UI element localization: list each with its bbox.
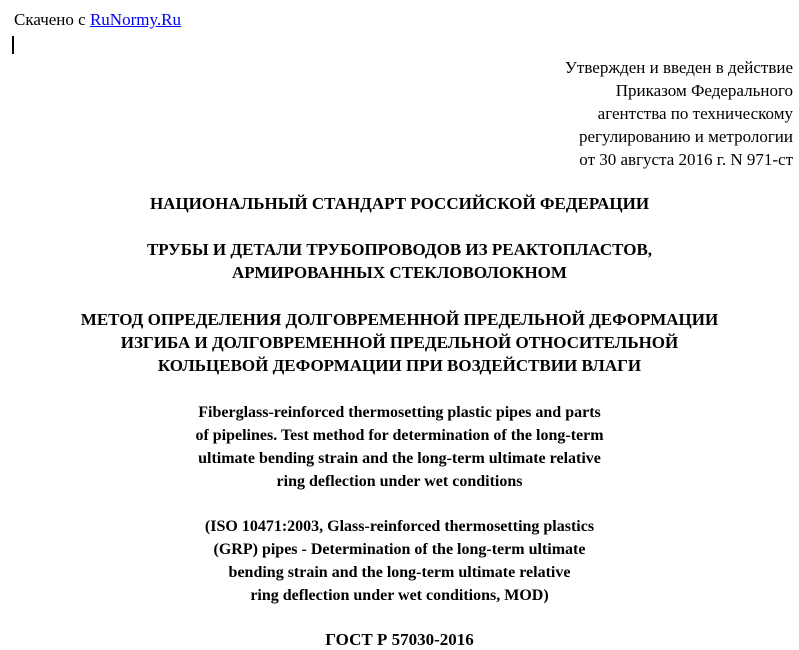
standard-type-heading: [0, 193, 799, 215]
english-title: [0, 401, 799, 493]
runormy-link[interactable]: RuNormy.Ru: [89, 10, 181, 29]
gost-designation: [0, 630, 799, 650]
english-title-line: of pipelines. Test method for determination of the long-term: [195, 427, 604, 444]
iso-reference-line: (ISO 10471:2003, Glass-reinforced thermosetting plastics: [204, 518, 595, 535]
text-cursor: [12, 36, 14, 54]
iso-reference-line: ring deflection under wet conditions, MOD): [250, 587, 549, 604]
title-method-line: КОЛЬЦЕВОЙ ДЕФОРМАЦИИ ПРИ ВОЗДЕЙСТВИИ ВЛАГИ: [157, 356, 642, 375]
english-title-line: ultimate bending strain and the long-term ultimate relative: [198, 450, 601, 467]
iso-reference-line: bending strain and the long-term ultimate relative: [228, 564, 571, 581]
source-line: [14, 10, 181, 30]
title-method-heading: [0, 308, 799, 377]
title-method-line: МЕТОД ОПРЕДЕЛЕНИЯ ДОЛГОВРЕМЕННОЙ ПРЕДЕЛЬНОЙ ДЕФОРМАЦИИ: [80, 310, 719, 329]
iso-reference: [0, 515, 799, 607]
approval-block: [565, 56, 793, 171]
iso-reference-line: (GRP) pipes - Determination of the long-term ultimate: [213, 541, 586, 558]
title-pipes-line: АРМИРОВАННЫХ СТЕКЛОВОЛОКНОМ: [232, 263, 567, 282]
approval-line: от 30 августа 2016 г. N 971-ст: [579, 150, 793, 169]
gost-designation-line: ГОСТ Р 57030-2016: [325, 630, 474, 649]
title-pipes-heading: [0, 238, 799, 284]
standard-type-line: НАЦИОНАЛЬНЫЙ СТАНДАРТ РОССИЙСКОЙ ФЕДЕРАЦИИ: [149, 194, 650, 213]
english-title-line: Fiberglass-reinforced thermosetting plastic pipes and parts: [198, 404, 601, 421]
english-title-line: ring deflection under wet conditions: [276, 473, 523, 490]
approval-line: агентства по техническому: [597, 104, 793, 123]
approval-line: Утвержден и введен в действие: [564, 58, 793, 77]
title-method-line: ИЗГИБА И ДОЛГОВРЕМЕННОЙ ПРЕДЕЛЬНОЙ ОТНОСИТЕЛЬНОЙ: [120, 333, 679, 352]
approval-line: регулированию и метрологии: [578, 127, 793, 146]
approval-line: Приказом Федерального: [615, 81, 793, 100]
source-prefix: Скачено с: [14, 10, 86, 29]
title-pipes-line: ТРУБЫ И ДЕТАЛИ ТРУБОПРОВОДОВ ИЗ РЕАКТОПЛАСТОВ,: [146, 240, 653, 259]
